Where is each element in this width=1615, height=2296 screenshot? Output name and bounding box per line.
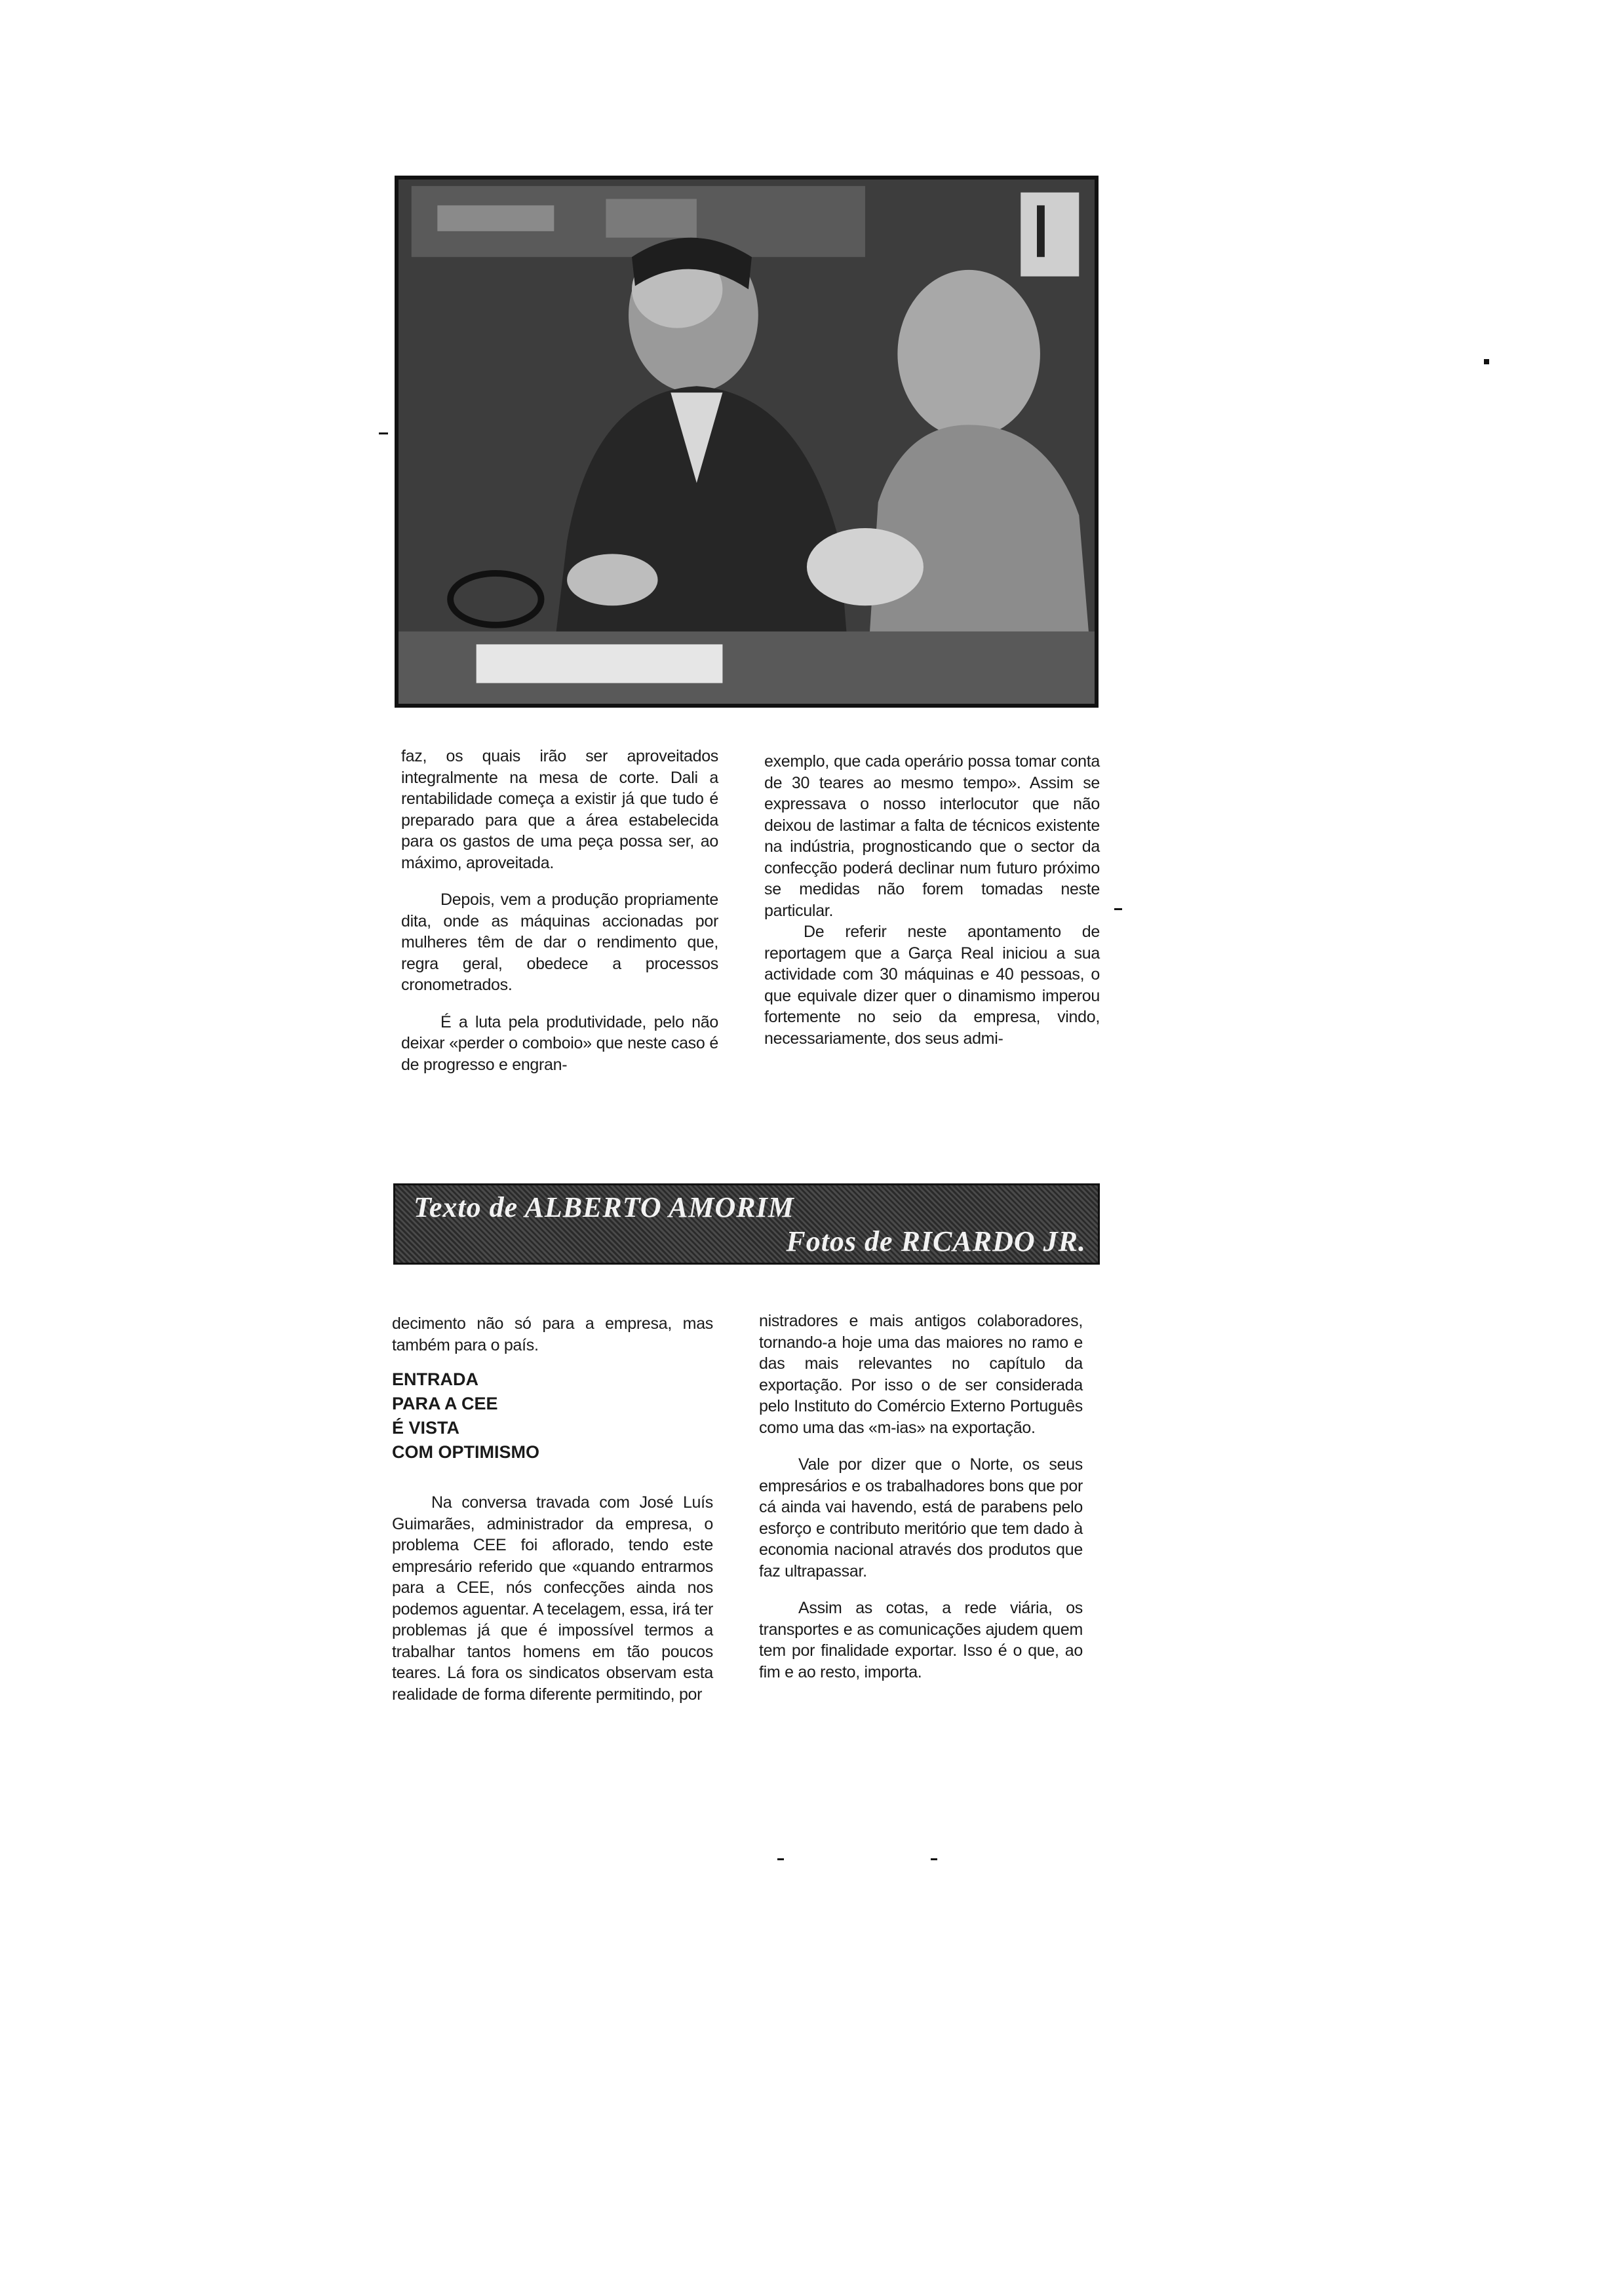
section-subheading	[392, 1368, 713, 1464]
paragraph: exemplo, que cada operário possa tomar conta de 30 teares ao mesmo tempo». Assim se expressava o nosso interlocutor que não deixou de lastimar a falta de técnicos existente na indústria, prognosticando que o sector da confecção poderá declinar num futuro próximo se medidas não forem tomadas neste particular.	[764, 752, 1100, 920]
paragraph: decimento não só para a empresa, mas também para o país.	[392, 1314, 713, 1354]
photo-credit: Fotos de RICARDO JR.	[786, 1225, 1086, 1257]
article-photo	[395, 176, 1099, 708]
scan-speck	[931, 1858, 937, 1860]
subheading-line: COM OPTIMISMO	[392, 1442, 539, 1462]
paragraph: nistradores e mais antigos colaboradores, tornando-a hoje uma das maiores no ramo e das mais relevantes no capítulo da exportação. Por isso o de ser considerada pelo Instituto do Comércio Externo Português como uma das «m-ias» na exportação.	[759, 1312, 1083, 1437]
article-column-3	[392, 1313, 713, 1721]
paragraph: Depois, vem a produção propriamente dita, onde as máquinas accionadas por mulheres têm de dar o rendimento que, regra geral, obedece a processos cronometrados.	[401, 890, 718, 994]
byline-text: Texto de ALBERTO AMORIM	[414, 1191, 794, 1223]
scan-speck	[379, 432, 388, 434]
article-column-2	[764, 751, 1100, 1065]
photo-of-man-at-desk-icon	[399, 180, 1095, 704]
article-column-4	[759, 1311, 1083, 1698]
paragraph: Na conversa travada com José Luís Guimarães, administrador da empresa, o problema CEE foi aflorado, tendo este empresário referido que «quando entrarmos para a CEE, nós confecções ainda nos podemos aguentar. A tecelagem, essa, irá ter problemas já que é impossível termos a trabalhar tantos homens em tão poucos teares. Lá fora os sindicatos observam esta realidade de forma diferente permitindo, por	[392, 1493, 713, 1704]
scan-speck	[1484, 359, 1489, 364]
paragraph: É a luta pela produtividade, pelo não deixar «perder o comboio» que neste caso é de progresso e engran-	[401, 1012, 718, 1074]
byline-banner	[393, 1183, 1100, 1265]
scan-speck	[1114, 908, 1122, 910]
paragraph: Vale por dizer que o Norte, os seus empresários e os trabalhadores bons que por cá ainda vai havendo, está de parabens pelo esforço e contributo meritório que tem dado à economia nacional através dos produtos que faz ultrapassar.	[759, 1455, 1083, 1580]
subheading-line: ENTRADA	[392, 1369, 478, 1389]
article-column-1	[401, 746, 718, 1091]
paragraph: De referir neste apontamento de reportagem que a Garça Real iniciou a sua actividade com 30 máquinas e 40 pessoas, o que equivale dizer quer o dinamismo imperou fortemente no seio da empresa, vindo, necessariamente, dos seus admi-	[764, 923, 1100, 1048]
paragraph: faz, os quais irão ser aproveitados integralmente na mesa de corte. Dali a rentabilidade começa a existir já que tudo é preparado para que a área estabelecida para os gastos de uma peça possa ser, ao máximo, aproveitada.	[401, 747, 718, 872]
scan-speck	[777, 1858, 784, 1860]
subheading-line: PARA A CEE	[392, 1394, 498, 1413]
subheading-line: É VISTA	[392, 1418, 460, 1438]
paragraph: Assim as cotas, a rede viária, os transportes e as comunicações ajudem quem tem por finalidade exportar. Isso é o que, ao fim e ao resto, importa.	[759, 1599, 1083, 1681]
